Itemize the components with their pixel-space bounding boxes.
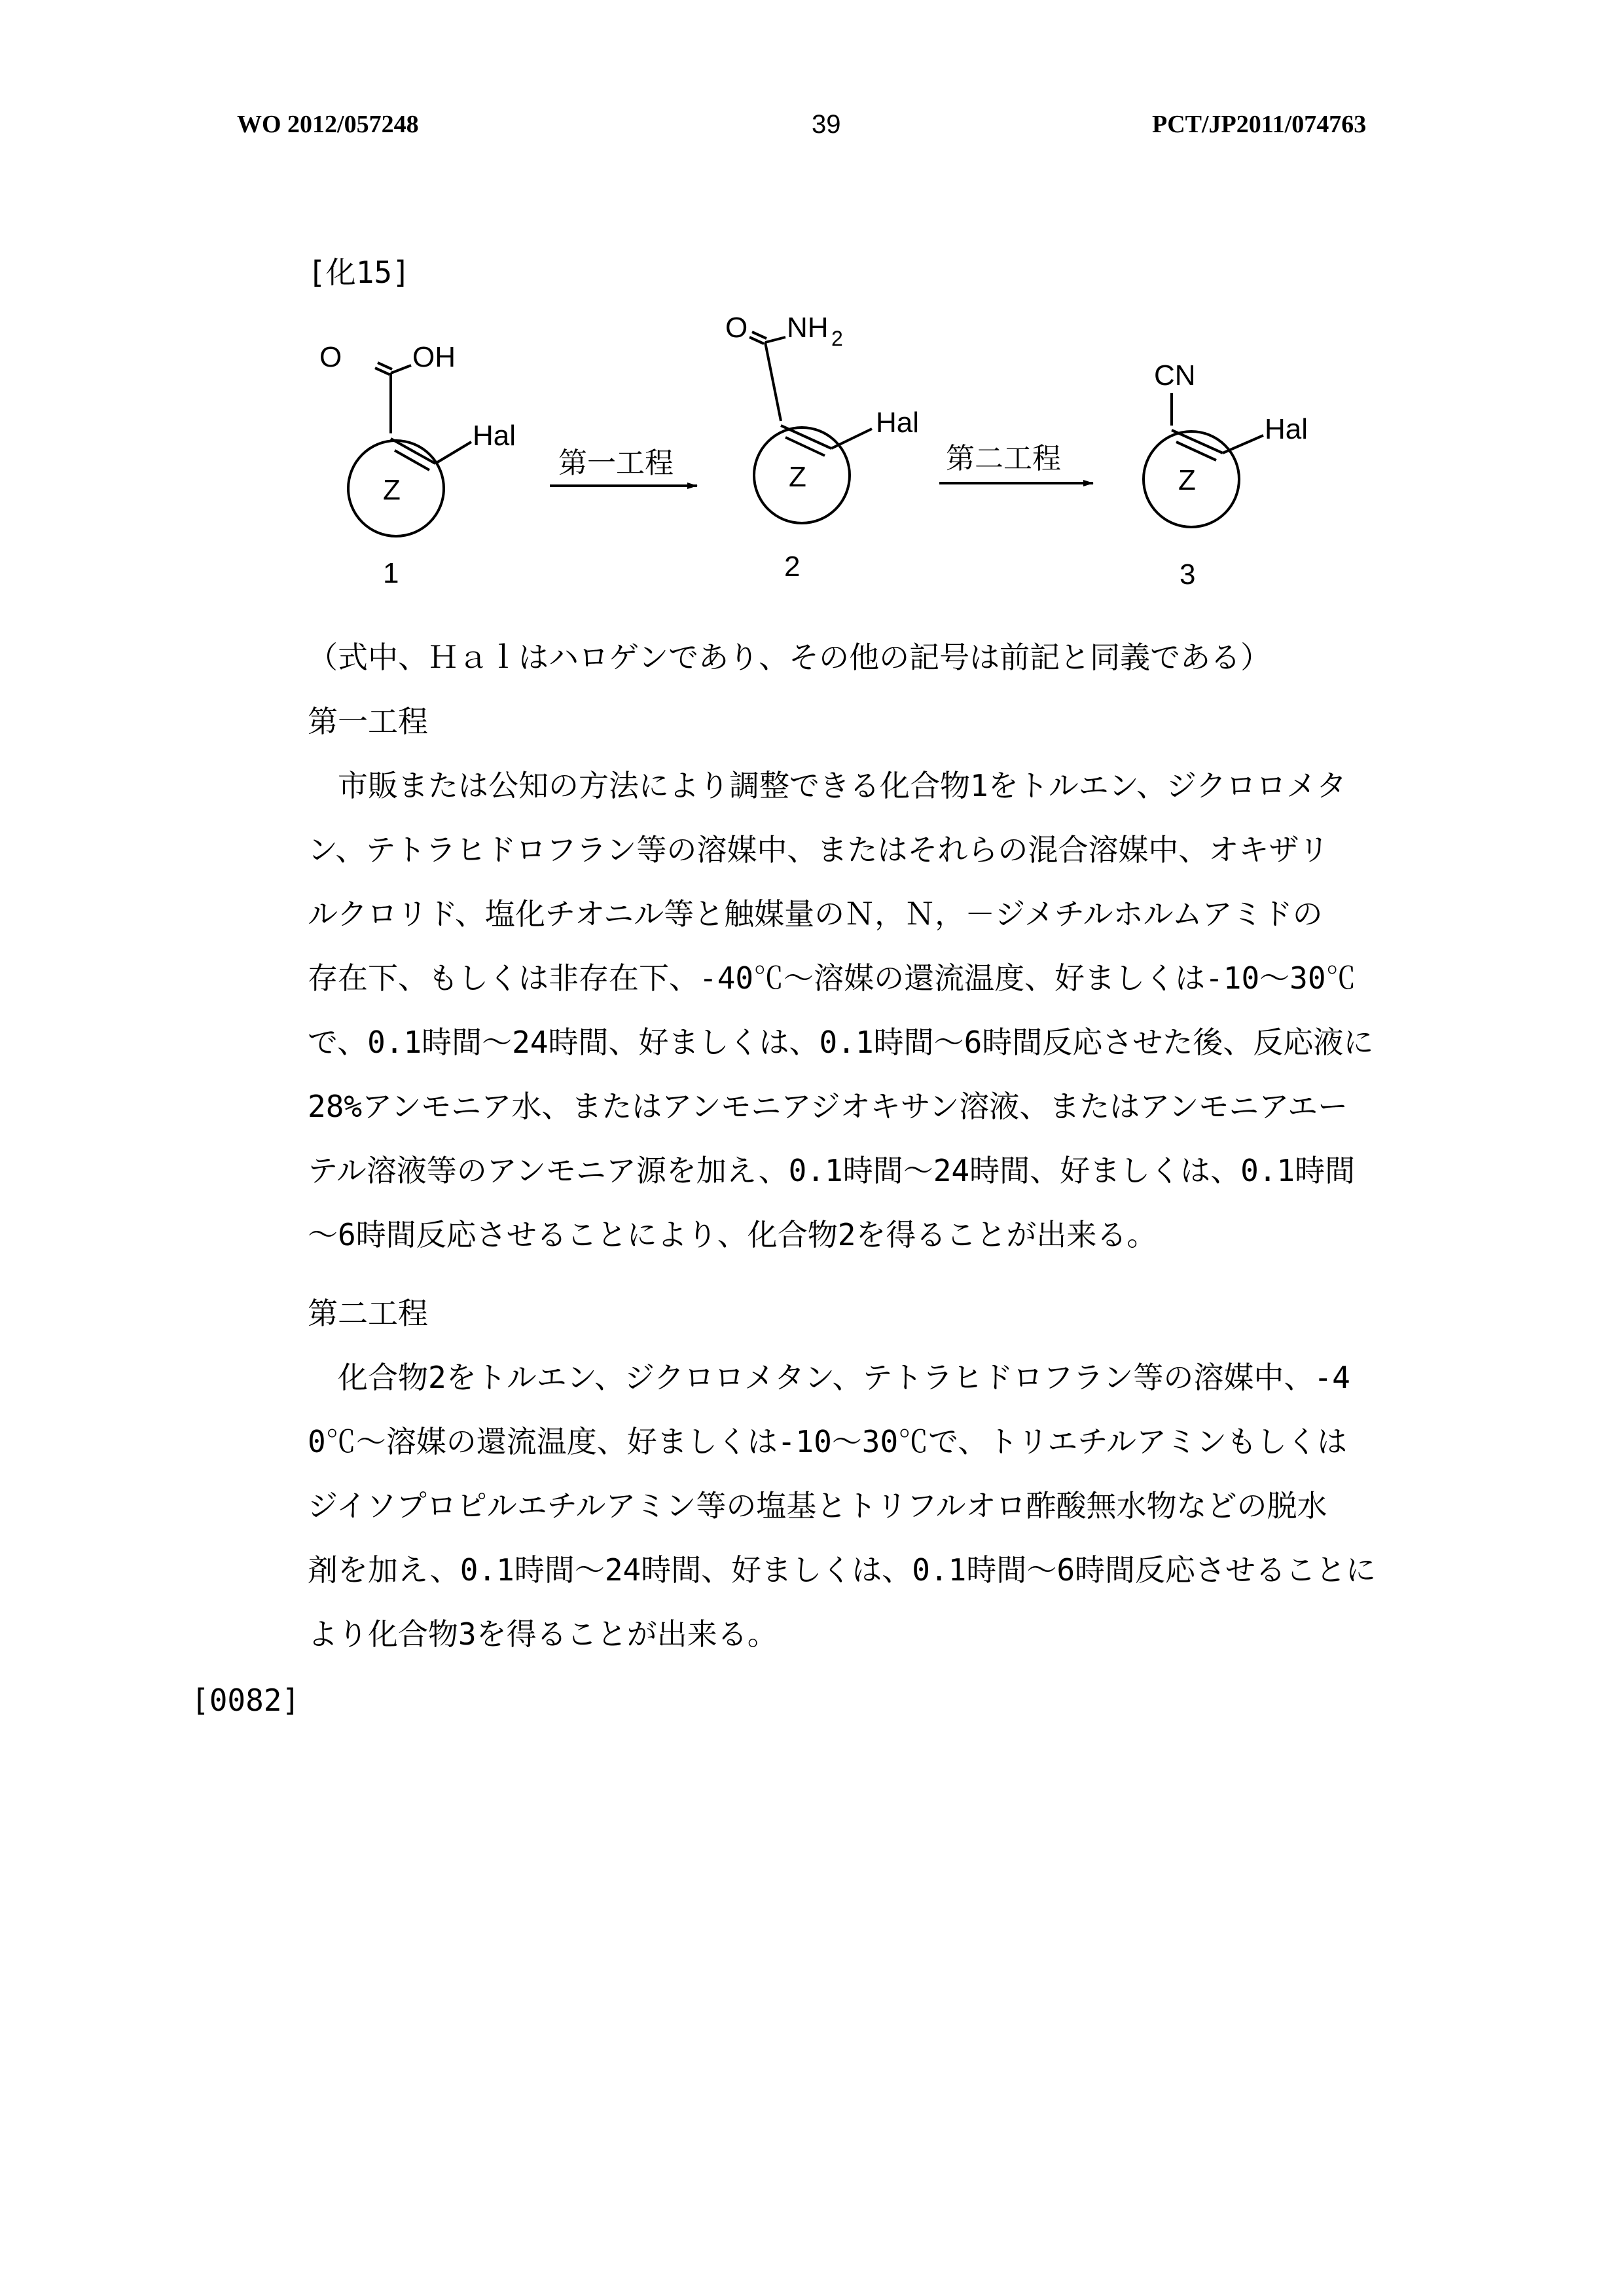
- step-1-line: で、0.1時間～24時間、好ましくは、0.1時間～6時間反応させた後、反応液に: [308, 1025, 1374, 1060]
- arrow-1-label: 第一工程: [558, 447, 674, 479]
- compound-1-hal: Hal: [473, 420, 516, 452]
- compound-1-oxygen: O: [319, 341, 342, 373]
- publication-number: WO 2012/057248: [237, 111, 419, 138]
- compound-1-hydroxyl: OH: [412, 341, 456, 373]
- compound-2-oxygen: O: [725, 312, 748, 344]
- step-1-line: ～6時間反応させることにより、化合物2を得ることが出来る。: [308, 1217, 1157, 1252]
- step-1-line: 存在下、もしくは非存在下、-40℃～溶媒の還流温度、好ましくは-10～30℃: [308, 960, 1356, 996]
- compound-3-structure: [1144, 393, 1263, 527]
- compound-3-number: 3: [1180, 558, 1196, 591]
- compound-2-structure: [749, 332, 872, 523]
- step-1-line: 市販または公知の方法により調整できる化合物1をトルエン、ジクロロメタ: [308, 768, 1347, 803]
- step-2-line: 化合物2をトルエン、ジクロロメタン、テトラヒドロフラン等の溶媒中、-4: [308, 1360, 1350, 1395]
- step-2-line: 剤を加え、0.1時間～24時間、好ましくは、0.1時間～6時間反応させることに: [308, 1552, 1377, 1588]
- compound-3-ring-z: Z: [1178, 464, 1196, 496]
- step-1-line: ン、テトラヒドロフラン等の溶媒中、またはそれらの混合溶媒中、オキザリ: [308, 832, 1329, 867]
- paragraph-number: [0082]: [191, 1683, 300, 1718]
- step-2-heading: 第二工程: [308, 1296, 428, 1331]
- compound-2-number: 2: [784, 551, 801, 583]
- compound-1-ring-z: Z: [383, 474, 401, 506]
- compound-2-amino-subscript: 2: [831, 327, 843, 350]
- step-2-line: ジイソプロピルエチルアミン等の塩基とトリフルオロ酢酸無水物などの脱水: [308, 1488, 1327, 1523]
- compound-2-ring-z: Z: [789, 461, 806, 493]
- step-1-line: ルクロリド、塩化チオニル等と触媒量のＮ，Ｎ，－ジメチルホルムアミドの: [308, 896, 1323, 932]
- formula-legend: （式中、Ｈａｌはハロゲンであり、その他の記号は前記と同義である）: [308, 640, 1271, 675]
- step-1-line: 28%アンモニア水、またはアンモニアジオキサン溶液、またはアンモニアエー: [308, 1089, 1348, 1124]
- reaction-scheme: [301, 301, 1348, 602]
- step-2-line: 0℃～溶媒の還流温度、好ましくは-10～30℃で、トリエチルアミンもしくは: [308, 1424, 1348, 1459]
- step-1-line: テル溶液等のアンモニア源を加え、0.1時間～24時間、好ましくは、0.1時間: [308, 1153, 1356, 1188]
- compound-2-hal: Hal: [876, 407, 920, 439]
- step-2-line: より化合物3を得ることが出来る。: [308, 1616, 778, 1652]
- formula-label: [化15]: [308, 255, 410, 290]
- arrow-2-label: 第二工程: [946, 443, 1061, 475]
- page-number: 39: [812, 110, 841, 139]
- compound-3-hal: Hal: [1265, 413, 1308, 445]
- compound-3-nitrile: CN: [1154, 359, 1196, 392]
- step-1-heading: 第一工程: [308, 704, 428, 739]
- compound-2-amino: NH: [787, 312, 829, 344]
- compound-1-number: 1: [383, 557, 399, 589]
- application-number: PCT/JP2011/074763: [1152, 111, 1367, 138]
- compound-1-structure: [348, 363, 471, 536]
